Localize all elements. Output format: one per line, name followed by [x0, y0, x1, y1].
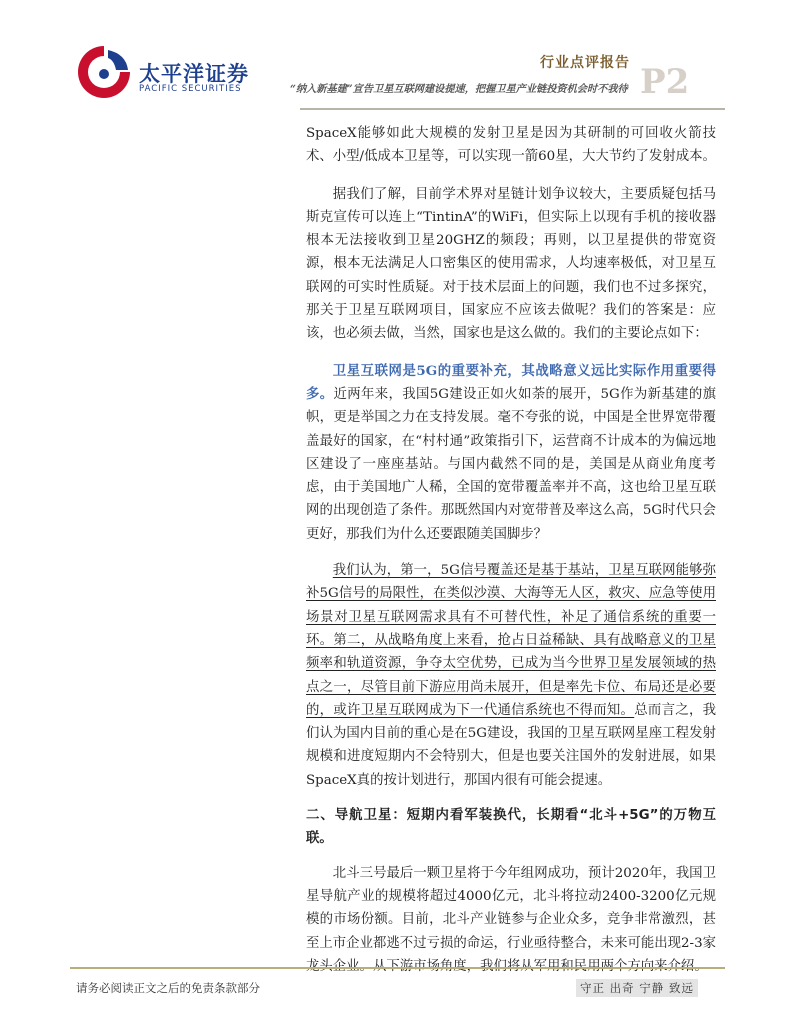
highlighted-thesis: 卫星互联网是5G的重要补充，其战略意义远比实际作用重要得多。 — [306, 362, 716, 402]
document-type: 行业点评报告 — [540, 55, 630, 71]
footer-divider — [70, 967, 725, 969]
brand-name-en: PACIFIC SECURITIES — [139, 84, 242, 94]
section-heading-navigation: 二、导航卫星：短期内看军装换代，长期看“北斗+5G”的万物互联。 — [306, 808, 716, 847]
paragraph-summary: 总而言之，我们认为国内目前的重心是在5G建设，我国的卫星互联网星座工程发射规模和进度短期内不会特别大，但是也要关注国外的发射进展，如果SpaceX真的按计划进行，那国内很有可能会提速。 — [306, 702, 717, 788]
report-title: “纳入新基建”宣告卫星互联网建设提速，把握卫星产业链投资机会时不我待 — [290, 83, 628, 95]
paragraph-5g-supplement — [306, 360, 716, 546]
pacific-securities-logo-icon — [74, 42, 134, 102]
disclaimer-text: 请务必阅读正文之后的免责条款部分 — [76, 981, 260, 995]
paragraph-our-view — [306, 559, 716, 792]
page-number: P2 — [640, 62, 690, 102]
paragraph-beidou: 北斗三号最后一颗卫星将于今年组网成功，预计2020年，我国卫星导航产业的规模将超过4000亿元，北斗将拉动2400-3200亿元规模的市场份额。目前，北斗产业链参与企业众多，竞争非常激烈，甚至上市企业都逃不过亏损的命运，行业亟待整合，未来可能出现2-3家 — [306, 865, 716, 951]
company-motto: 守正 出奇 宁静 致远 — [576, 979, 698, 997]
brand-name-cn: 太平洋证券 — [139, 62, 249, 86]
paragraph-5g-body: 近两年来，我国5G建设正如火如荼的展开，5G作为新基建的旗帜，更是举国之力在支持发展。毫不夸张的说，中国是全世界宽带覆盖最好的国家，在“村村通”政策指引下，运营商不计成本的为偏远地区建设了一座座基站。与国内截然不同的是，美国是从商业角度考虑，由于美国地广人稀，全国的宽带覆盖率并不高，这也给卫星互联网的出现创造了条件。那既然国内对宽带普及率这么高，5G时代只会更好，那我们为什么还要跟随美国脚步？ — [306, 386, 716, 542]
underlined-argument: 我们认为，第一，5G信号覆盖还是基于基站，卫星互联网能够弥补5G信号的局限性，在类似沙漠、大海等无人区，救灾、应急等使用场景对卫星互联网需求具有不可替代性，补足了通信系统的重要一环。第二，从战略角度上来看，抢占日益稀缺、具有战略意义的卫星频率和轨道资源，争夺太空优势，已成为当今世界卫星发展领域的热点之一，尽管目前下游应用尚未展开，但是率先卡位、布局还是必要的，或许卫星互联网成为下一代通信系统也不得而知。 — [306, 563, 716, 718]
paragraph-spacex: SpaceX能够如此大规模的发射卫星是因为其研制的可回收火箭技术、小型/低成本卫星等，可以实现一箭60星，大大节约了发射成本。 — [306, 126, 716, 165]
main-content — [306, 122, 716, 978]
header-divider — [300, 108, 725, 110]
paragraph-debate: 据我们了解，目前学术界对星链计划争议较大，主要质疑包括马斯克宣传可以连上“TintinA”的WiFi，但实际上以现有手机的接收器根本无法接收到卫星20GHZ的频段；再则，以卫星提供的带宽资源，根本无法满足人口密集区的使用需求，人均速率极低，对卫星互联网的可实时性质疑。对于技术层面上的问题，我们也不过多探究，那关于卫星互联网项目，国家应不应该去做呢？我们的答案是：应该，也必须去做，当然，国家也是这么做的。我们的主要论点如下： — [306, 186, 716, 342]
